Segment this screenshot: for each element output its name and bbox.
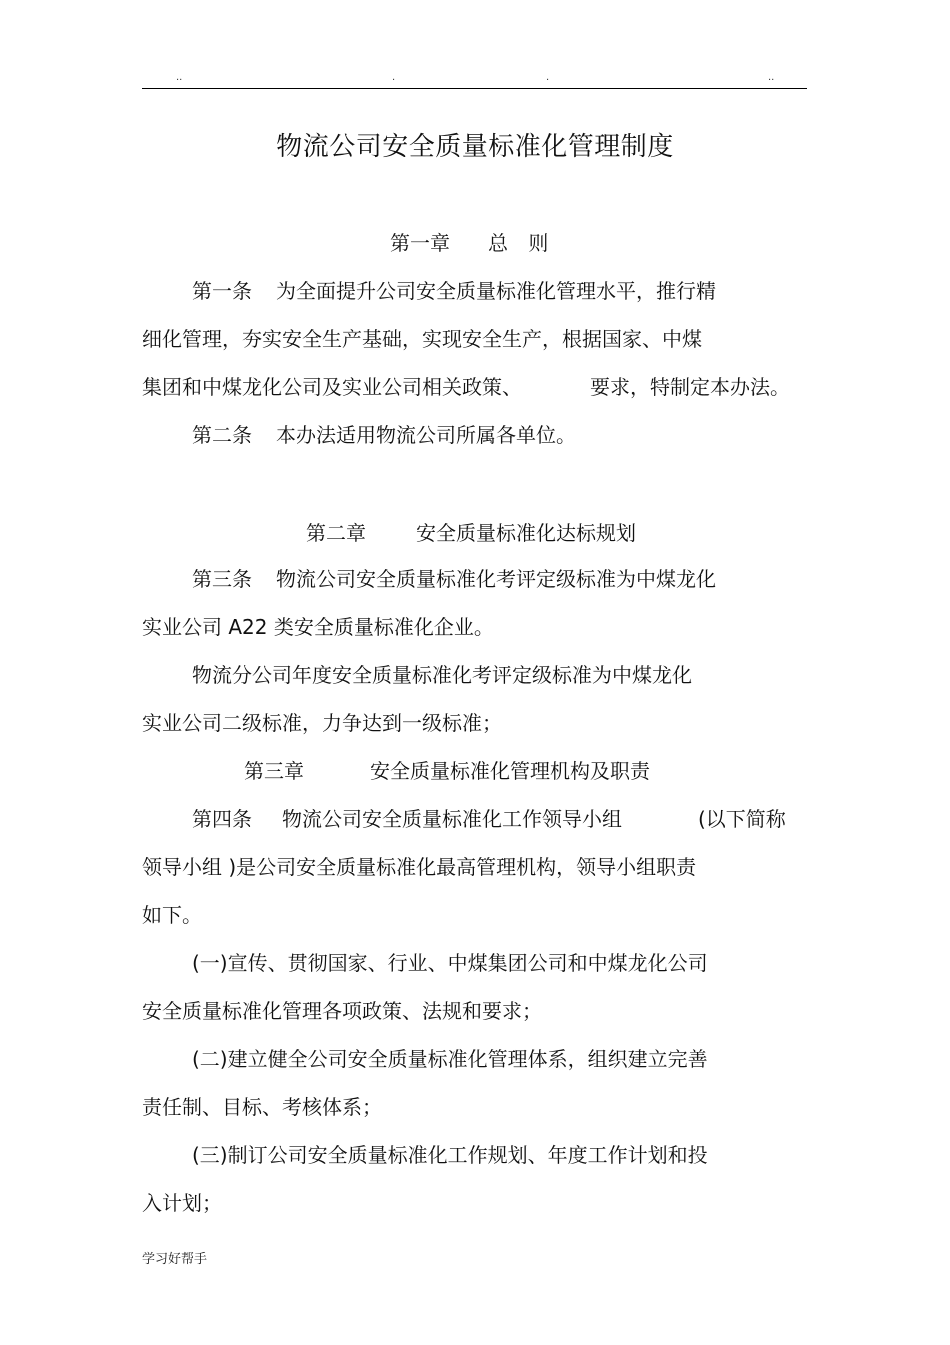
item-1-line-2: 安全质量标准化管理各项政策、法规和要求； — [142, 999, 542, 1023]
header-dot: . — [546, 72, 550, 83]
paragraph-3b-line-2: 实业公司二级标准，力争达到一级标准； — [142, 711, 502, 735]
chapter-1-name: 总 则 — [488, 231, 549, 255]
header-dot: .. — [768, 72, 775, 83]
page-footer: 学习好帮手 — [142, 1252, 208, 1267]
chapter-3-number: 第三章 — [244, 759, 304, 783]
chapter-3-name: 安全质量标准化管理机构及职责 — [370, 759, 650, 783]
article-4-line-1b: (以下简称 — [698, 807, 786, 831]
item-3-line-1: (三)制订公司安全质量标准化工作规划、年度工作计划和投 — [192, 1143, 708, 1167]
article-3-label: 第三条 — [192, 567, 252, 591]
paragraph-3b-line-1: 物流分公司年度安全质量标准化考评定级标准为中煤龙化 — [192, 663, 692, 687]
article-1-line-1: 为全面提升公司安全质量标准化管理水平，推行精 — [276, 279, 716, 303]
chapter-1-number: 第一章 — [390, 231, 450, 255]
chapter-2-name: 安全质量标准化达标规划 — [416, 521, 636, 545]
article-2-text: 本办法适用物流公司所属各单位。 — [276, 423, 576, 447]
article-4-line-3: 如下。 — [142, 903, 202, 927]
item-3-line-2: 入计划； — [142, 1191, 222, 1215]
item-2-line-2: 责任制、目标、考核体系； — [142, 1095, 382, 1119]
article-1-line-3a: 集团和中煤龙化公司及实业公司相关政策、 — [142, 375, 522, 399]
article-2-label: 第二条 — [192, 423, 252, 447]
header-divider — [142, 88, 807, 89]
article-4-line-2: 领导小组 )是公司安全质量标准化最高管理机构，领导小组职责 — [142, 855, 697, 879]
document-title: 物流公司安全质量标准化管理制度 — [276, 132, 674, 162]
item-1-line-1: (一)宣传、贯彻国家、行业、中煤集团公司和中煤龙化公司 — [192, 951, 708, 975]
header-dot: .. — [176, 72, 183, 83]
item-2-line-1: (二)建立健全公司安全质量标准化管理体系，组织建立完善 — [192, 1047, 708, 1071]
article-4-label: 第四条 — [192, 807, 252, 831]
article-1-label: 第一条 — [192, 279, 252, 303]
article-3-line-1: 物流公司安全质量标准化考评定级标准为中煤龙化 — [276, 567, 716, 591]
chapter-2-number: 第二章 — [306, 521, 366, 545]
article-1-line-3b: 要求，特制定本办法。 — [590, 375, 790, 399]
article-1-line-2: 细化管理，夯实安全生产基础，实现安全生产，根据国家、中煤 — [142, 327, 702, 351]
article-3-line-2: 实业公司 A22 类安全质量标准化企业。 — [142, 615, 494, 639]
header-dot: . — [392, 72, 396, 83]
article-4-line-1a: 物流公司安全质量标准化工作领导小组 — [282, 807, 622, 831]
